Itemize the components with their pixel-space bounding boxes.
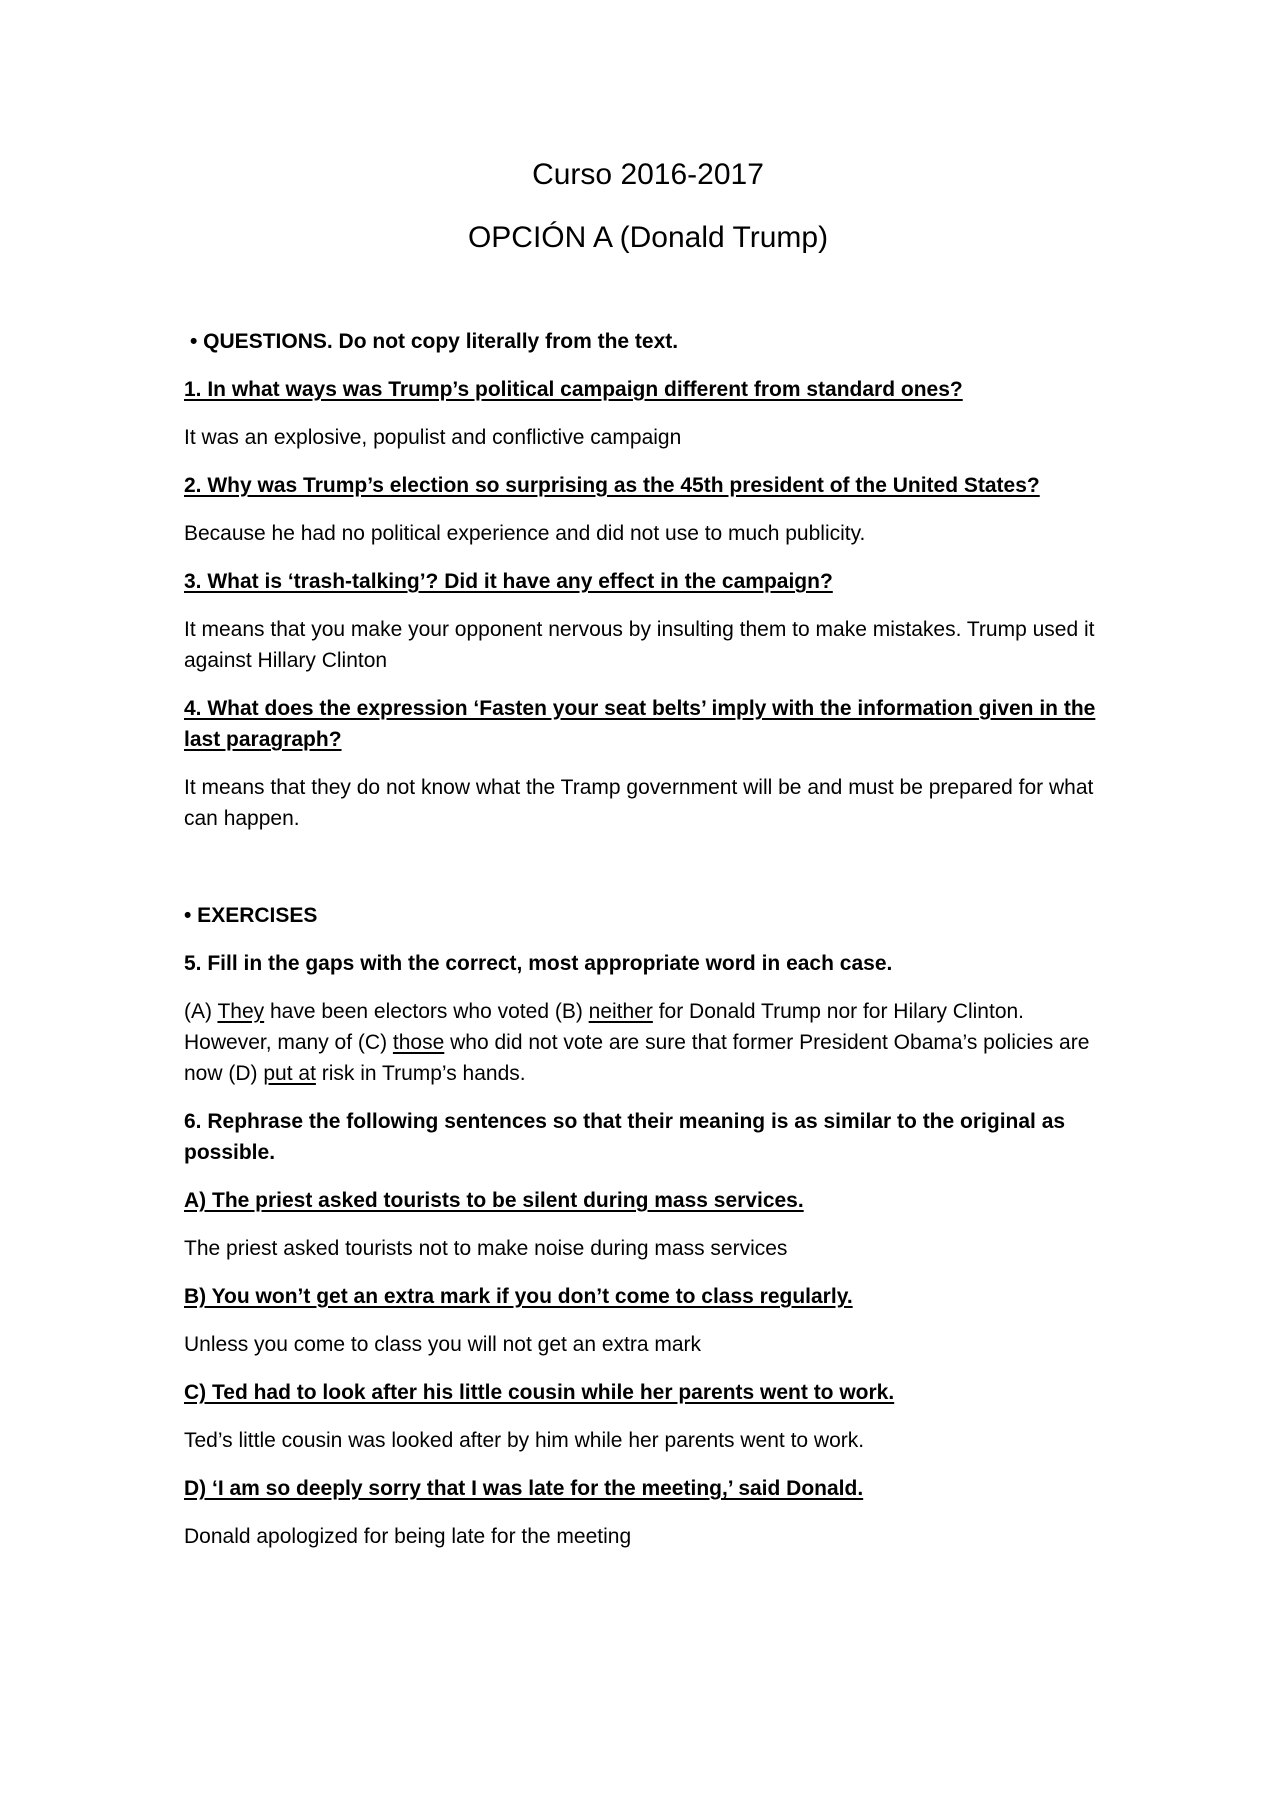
- question-2: 2. Why was Trump’s election so surprising as the 45th president of the United States?: [184, 474, 1040, 497]
- answer-4: It means that they do not know what the Tramp government will be and must be prepared for what can happen.: [184, 776, 1094, 830]
- ex5-text-2: have been electors who voted (B): [264, 1000, 589, 1023]
- exercises-heading: • EXERCISES: [184, 904, 318, 927]
- rephrase-d-answer: Donald apologized for being late for the meeting: [184, 1525, 632, 1548]
- questions-heading: • QUESTIONS. Do not copy literally from the text.: [190, 330, 679, 353]
- rephrase-a-answer: The priest asked tourists not to make noise during mass services: [184, 1237, 788, 1260]
- gap-b-answer: neither: [588, 1000, 653, 1023]
- question-3: 3. What is ‘trash-talking’? Did it have any effect in the campaign?: [184, 570, 833, 593]
- gap-a-answer: They: [217, 1000, 265, 1023]
- exercise-5-text: [184, 996, 1104, 1089]
- gap-c-answer: those: [392, 1031, 445, 1054]
- answer-3: It means that you make your opponent nervous by insulting them to make mistakes. Trump used it against Hillary Clinton: [184, 618, 1095, 672]
- rephrase-d-sentence: D) ‘I am so deeply sorry that I was late for the meeting,’ said Donald.: [184, 1477, 864, 1500]
- ex5-text-1: (A): [184, 1000, 218, 1023]
- gap-d-answer: put at: [263, 1062, 316, 1085]
- rephrase-c-sentence: C) Ted had to look after his little cousin while her parents went to work.: [184, 1381, 895, 1404]
- answer-2: Because he had no political experience and did not use to much publicity.: [184, 522, 866, 545]
- rephrase-b-answer: Unless you come to class you will not get an extra mark: [184, 1333, 702, 1356]
- rephrase-b-sentence: B) You won’t get an extra mark if you don’t come to class regularly.: [184, 1285, 853, 1308]
- answer-1: It was an explosive, populist and conflictive campaign: [184, 426, 682, 449]
- ex5-text-5: risk in Trump’s hands.: [315, 1062, 526, 1085]
- document-body: [184, 326, 1104, 1569]
- question-4: 4. What does the expression ‘Fasten your seat belts’ imply with the information given in the last paragraph?: [184, 697, 1096, 751]
- ex5-text-3: for Donald Trump nor for Hilary Clinton. However, many of (C): [184, 1000, 1025, 1054]
- rephrase-c-answer: Ted’s little cousin was looked after by him while her parents went to work.: [184, 1429, 865, 1452]
- rephrase-a-sentence: A) The priest asked tourists to be silent during mass services.: [184, 1189, 804, 1212]
- exercise-6-instruction: 6. Rephrase the following sentences so that their meaning is as similar to the original as possible.: [184, 1110, 1066, 1164]
- option-title: OPCIÓN A (Donald Trump): [467, 221, 829, 254]
- ex5-text-4: who did not vote are sure that former President Obama’s policies are now (D): [184, 1031, 1090, 1085]
- question-1: 1. In what ways was Trump’s political campaign different from standard ones?: [184, 378, 963, 401]
- exercise-5-instruction: 5. Fill in the gaps with the correct, most appropriate word in each case.: [184, 952, 893, 975]
- course-title: Curso 2016-2017: [532, 158, 764, 191]
